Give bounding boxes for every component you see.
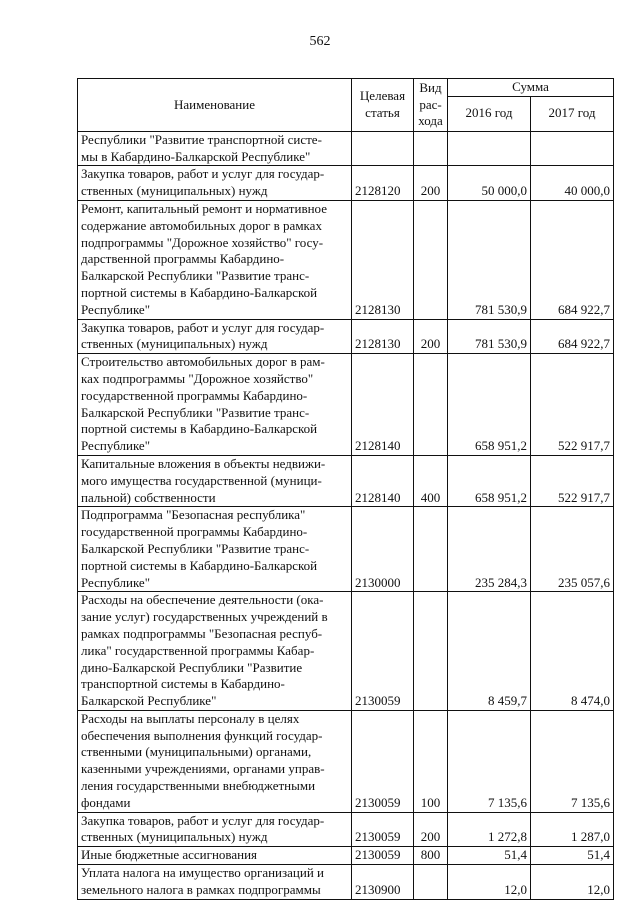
row-type — [414, 592, 448, 711]
row-name-line: портной системы в Кабардино-Балкарской — [81, 284, 318, 300]
row-sum-2016: 658 951,2 — [448, 354, 531, 456]
row-name-line: пальной) собственности — [81, 489, 216, 505]
row-name-line: Балкарской Республике" — [81, 693, 217, 709]
row-sum-2016: 12,0 — [448, 865, 531, 900]
table-row — [78, 847, 614, 865]
table-row — [78, 455, 614, 506]
row-name-line: Республике" — [81, 301, 151, 317]
row-name — [78, 847, 352, 865]
row-name-line: земельного налога в рамках подпрограммы — [81, 881, 321, 897]
row-name-line: Капитальные вложения в объекты недвижи- — [81, 455, 326, 471]
row-name — [78, 319, 352, 354]
table-row — [78, 592, 614, 711]
row-name-line: рамках подпрограммы "Безопасная респуб- — [81, 625, 323, 641]
row-sum-2017: 40 000,0 — [531, 166, 614, 201]
header-type-line3: хода — [418, 113, 443, 129]
row-name-line: Балкарской Республики "Развитие транс- — [81, 540, 310, 556]
row-sum-2017 — [531, 131, 614, 166]
row-sum-2016: 8 459,7 — [448, 592, 531, 711]
row-name-line: ственными (муниципальными) органами, — [81, 744, 312, 760]
row-code: 2128130 — [352, 200, 414, 319]
header-year-2016: 2016 год — [448, 96, 531, 131]
row-name-line: ственных (муниципальных) нужд — [81, 183, 268, 199]
row-sum-2017: 1 287,0 — [531, 812, 614, 847]
row-type — [414, 507, 448, 592]
row-sum-2017: 684 922,7 — [531, 200, 614, 319]
row-name-line: Строительство автомобильных дорог в рам- — [81, 354, 325, 370]
row-sum-2016: 50 000,0 — [448, 166, 531, 201]
row-type — [414, 354, 448, 456]
row-name-line: казенными учреждениями, органами управ- — [81, 761, 325, 777]
row-sum-2017: 8 474,0 — [531, 592, 614, 711]
row-name-line: подпрограммы "Дорожное хозяйство" госу- — [81, 234, 324, 250]
header-type-line1: Вид — [419, 79, 442, 95]
row-sum-2016: 235 284,3 — [448, 507, 531, 592]
row-code: 2130059 — [352, 812, 414, 847]
row-name-line: мы в Кабардино-Балкарской Республике" — [81, 148, 311, 164]
row-type: 100 — [414, 710, 448, 812]
row-sum-2017: 522 917,7 — [531, 455, 614, 506]
table-row — [78, 319, 614, 354]
row-sum-2016 — [448, 131, 531, 166]
row-name-line: обеспечения выполнения функций государ- — [81, 727, 323, 743]
row-name-line: Уплата налога на имущество организаций и — [81, 865, 324, 881]
row-code: 2128140 — [352, 354, 414, 456]
row-name-line: Закупка товаров, работ и услуг для государ- — [81, 812, 325, 828]
row-name-line: Республике" — [81, 438, 151, 454]
row-name — [78, 865, 352, 900]
header-code-line1: Целевая — [359, 88, 406, 104]
row-type — [414, 131, 448, 166]
header-sum: Сумма — [448, 79, 614, 97]
row-code: 2128120 — [352, 166, 414, 201]
row-type: 200 — [414, 319, 448, 354]
row-name-line: ках подпрограммы "Дорожное хозяйство" — [81, 370, 314, 386]
row-name-line: дино-Балкарской Республики "Развитие — [81, 659, 303, 675]
row-name-line: государственной программы Кабардино- — [81, 387, 308, 403]
header-code — [352, 79, 414, 132]
row-type: 200 — [414, 812, 448, 847]
row-sum-2017: 12,0 — [531, 865, 614, 900]
row-sum-2017: 235 057,6 — [531, 507, 614, 592]
row-name-line: портной системы в Кабардино-Балкарской — [81, 421, 318, 437]
header-code-line2: статья — [365, 104, 400, 120]
row-name-line: ления государственными внебюджетными — [81, 778, 316, 794]
row-name-line: Расходы на обеспечение деятельности (ока- — [81, 592, 324, 608]
row-type: 200 — [414, 166, 448, 201]
row-name — [78, 166, 352, 201]
header-name: Наименование — [78, 79, 352, 132]
row-code: 2128130 — [352, 319, 414, 354]
row-name-line: Балкарской Республики "Развитие транс- — [81, 404, 310, 420]
row-sum-2016: 781 530,9 — [448, 319, 531, 354]
row-type: 400 — [414, 455, 448, 506]
header-type — [414, 79, 448, 132]
row-code: 2128140 — [352, 455, 414, 506]
row-name-line: мого имущества государственной (муници- — [81, 472, 322, 488]
table-row — [78, 710, 614, 812]
table-body — [78, 131, 614, 899]
row-name — [78, 354, 352, 456]
row-sum-2017: 7 135,6 — [531, 710, 614, 812]
row-sum-2016: 7 135,6 — [448, 710, 531, 812]
row-sum-2017: 684 922,7 — [531, 319, 614, 354]
row-name-line: Республике" — [81, 574, 151, 590]
row-name — [78, 200, 352, 319]
table-row — [78, 166, 614, 201]
row-name — [78, 710, 352, 812]
page-number: 562 — [309, 34, 331, 49]
row-sum-2016: 1 272,8 — [448, 812, 531, 847]
row-type: 800 — [414, 847, 448, 865]
row-code: 2130059 — [352, 592, 414, 711]
row-name-line: Закупка товаров, работ и услуг для государ- — [81, 319, 325, 335]
row-name-line: Подпрограмма "Безопасная республика" — [81, 507, 306, 523]
table-row — [78, 354, 614, 456]
row-name-line: портной системы в Кабардино-Балкарской — [81, 557, 318, 573]
row-name-line: ственных (муниципальных) нужд — [81, 336, 268, 352]
row-name-line: лика" государственной программы Кабар- — [81, 642, 315, 658]
row-name-line: Закупка товаров, работ и услуг для государ- — [81, 166, 325, 182]
table-row — [78, 812, 614, 847]
row-sum-2017: 51,4 — [531, 847, 614, 865]
table-row — [78, 507, 614, 592]
table-row — [78, 131, 614, 166]
table-row — [78, 865, 614, 900]
row-code — [352, 131, 414, 166]
row-name-line: транспортной системы в Кабардино- — [81, 676, 285, 692]
row-sum-2017: 522 917,7 — [531, 354, 614, 456]
row-name — [78, 455, 352, 506]
row-name-line: Расходы на выплаты персоналу в целях — [81, 710, 300, 726]
row-type — [414, 200, 448, 319]
row-sum-2016: 51,4 — [448, 847, 531, 865]
row-code: 2130900 — [352, 865, 414, 900]
row-sum-2016: 781 530,9 — [448, 200, 531, 319]
row-name-line: Ремонт, капитальный ремонт и нормативное — [81, 200, 327, 216]
row-name — [78, 507, 352, 592]
row-code: 2130059 — [352, 710, 414, 812]
row-name-line: ственных (муниципальных) нужд — [81, 829, 268, 845]
row-name-line: дарственной программы Кабардино- — [81, 251, 285, 267]
row-name — [78, 131, 352, 166]
row-name-line: Республики "Развитие транспортной систе- — [81, 131, 322, 147]
row-name-line: зание услуг) государственных учреждений в — [81, 609, 328, 625]
row-sum-2016: 658 951,2 — [448, 455, 531, 506]
row-name-line: содержание автомобильных дорог в рамках — [81, 217, 322, 233]
row-code: 2130000 — [352, 507, 414, 592]
row-name-line: Иные бюджетные ассигнования — [81, 847, 258, 863]
row-name — [78, 812, 352, 847]
header-year-2017: 2017 год — [531, 96, 614, 131]
row-name-line: фондами — [81, 794, 131, 810]
budget-table — [77, 78, 614, 900]
row-name-line: государственной программы Кабардино- — [81, 524, 308, 540]
header-type-line2: рас- — [419, 96, 442, 112]
row-type — [414, 865, 448, 900]
row-code: 2130059 — [352, 847, 414, 865]
row-name-line: Балкарской Республики "Развитие транс- — [81, 268, 310, 284]
table-row — [78, 200, 614, 319]
row-name — [78, 592, 352, 711]
